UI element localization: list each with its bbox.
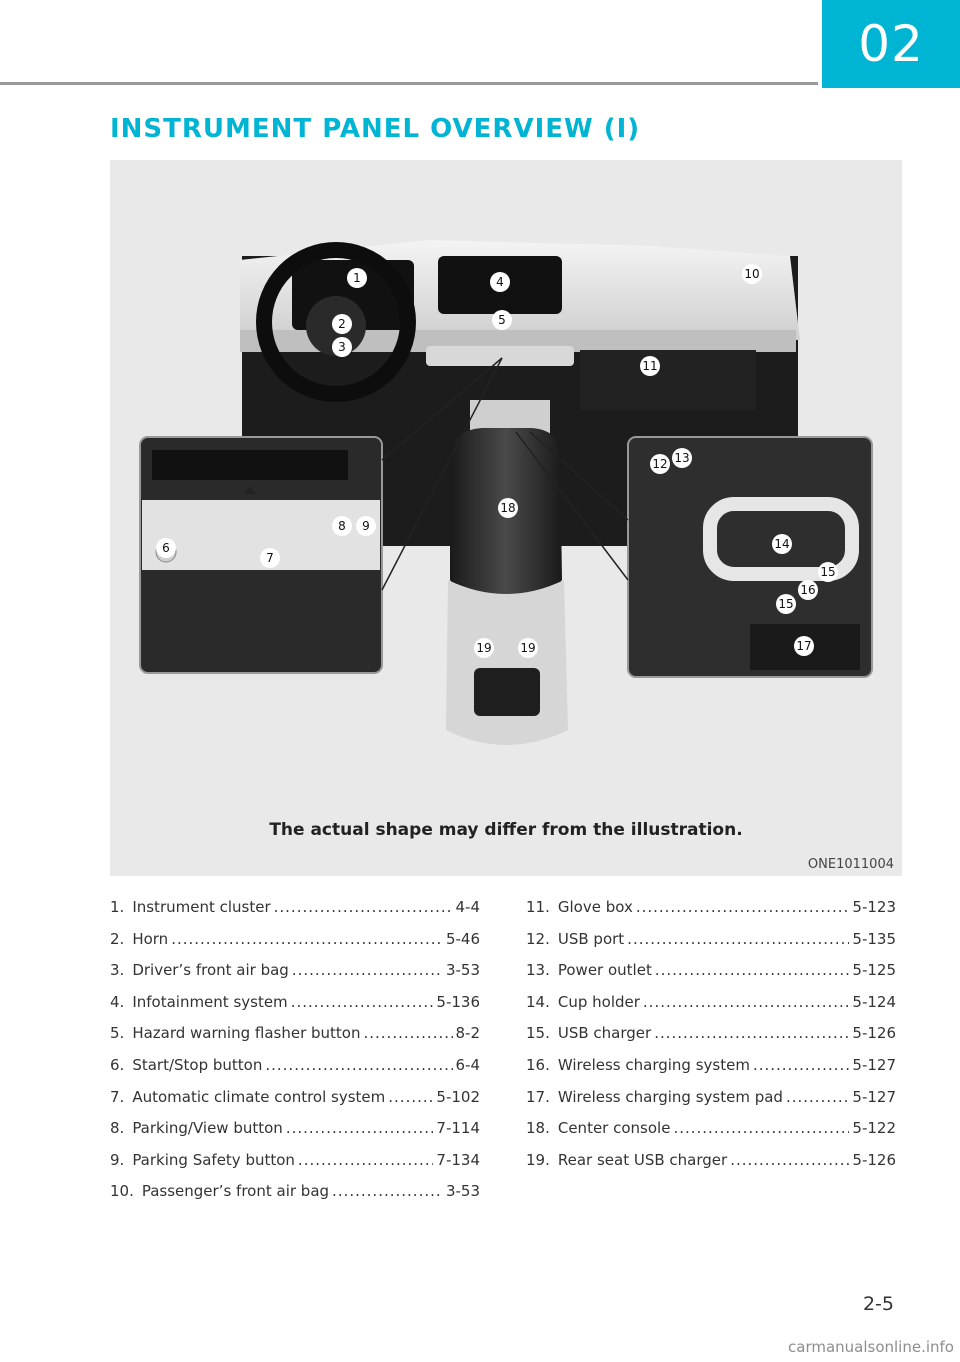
- toc-num: 18.: [526, 1119, 550, 1138]
- toc-num: 4.: [110, 992, 125, 1011]
- watermark: carmanualsonline.info: [788, 1338, 954, 1356]
- header-rule: [0, 82, 818, 85]
- toc-item: [526, 1151, 896, 1183]
- toc-page: 3-53: [445, 1182, 480, 1201]
- toc-item: [526, 1024, 896, 1056]
- glove-box: [580, 350, 756, 410]
- toc-page: 5-126: [852, 1024, 896, 1043]
- toc-leader: [786, 1088, 849, 1106]
- svg-text:6: 6: [162, 541, 170, 555]
- toc-label: Wireless charging system: [557, 1055, 750, 1074]
- toc-item: [526, 1056, 896, 1088]
- svg-text:3: 3: [338, 340, 346, 354]
- svg-text:14: 14: [774, 537, 790, 551]
- toc-num: 5.: [110, 1024, 125, 1043]
- toc-page: 5-123: [852, 898, 896, 916]
- chapter-tab: 02: [822, 0, 960, 88]
- toc-item: [110, 898, 480, 930]
- toc-label: Parking Safety button: [132, 1150, 295, 1169]
- callout-15b: [776, 594, 796, 614]
- toc-leader: [292, 961, 443, 979]
- toc-item: [110, 1024, 480, 1056]
- callout-17: [794, 636, 814, 656]
- toc-page: 5-122: [852, 1119, 896, 1138]
- toc-label: Cup holder: [557, 992, 640, 1011]
- toc-num: 17.: [526, 1087, 550, 1106]
- toc-item: [110, 1119, 480, 1151]
- toc-label: Passenger’s front air bag: [141, 1182, 330, 1201]
- toc-leader: [627, 930, 849, 948]
- svg-text:13: 13: [674, 451, 690, 465]
- callout-1: [347, 268, 367, 288]
- toc-num: 13.: [526, 961, 550, 980]
- toc-item: [110, 1151, 480, 1183]
- toc-page: 5-127: [852, 1055, 896, 1074]
- toc-item: [526, 993, 896, 1025]
- toc-page: 7-114: [436, 1119, 480, 1138]
- toc-item: [526, 930, 896, 962]
- inset-screen: [152, 450, 348, 480]
- svg-text:19: 19: [476, 641, 492, 655]
- toc-num: 14.: [526, 992, 550, 1011]
- callout-5: [492, 310, 512, 330]
- svg-text:7: 7: [266, 551, 274, 565]
- svg-text:9: 9: [362, 519, 370, 533]
- toc-item: [526, 961, 896, 993]
- rear-usb-tray: [474, 668, 540, 716]
- svg-text:15: 15: [778, 597, 794, 611]
- svg-text:4: 4: [496, 275, 504, 289]
- toc-leader: [655, 961, 850, 979]
- svg-text:8: 8: [338, 519, 346, 533]
- figure-code: ONE1011004: [807, 857, 894, 872]
- toc-label: Power outlet: [557, 961, 652, 980]
- toc-num: 12.: [526, 929, 550, 948]
- callout-12: [650, 454, 670, 474]
- toc-page: 5-125: [852, 961, 896, 980]
- svg-text:10: 10: [744, 267, 760, 281]
- toc-leader: [636, 898, 850, 916]
- toc-leader: [274, 898, 453, 916]
- toc-item: [110, 930, 480, 962]
- toc-leader: [654, 1024, 849, 1042]
- toc-num: 15.: [526, 1024, 550, 1043]
- toc-num: 10.: [110, 1182, 134, 1201]
- toc-page: 6-4: [455, 1055, 480, 1074]
- toc-label: Glove box: [557, 898, 633, 916]
- toc-page: 7-134: [436, 1150, 480, 1169]
- callout-8: [332, 516, 352, 536]
- toc-item: [526, 898, 896, 930]
- toc-label: Parking/View button: [132, 1119, 283, 1138]
- section-title: INSTRUMENT PANEL OVERVIEW (I): [110, 114, 641, 144]
- toc-page: 5-46: [445, 929, 480, 948]
- callout-2: [332, 314, 352, 334]
- toc-num: 19.: [526, 1150, 550, 1169]
- toc-right-column: [526, 898, 896, 1182]
- toc-item: [110, 993, 480, 1025]
- toc-label: Hazard warning flasher button: [132, 1024, 361, 1043]
- toc-num: 11.: [526, 898, 550, 916]
- callout-16: [798, 580, 818, 600]
- callout-3: [332, 337, 352, 357]
- toc-leader: [673, 1119, 849, 1137]
- callout-19b: [518, 638, 538, 658]
- svg-text:19: 19: [520, 641, 536, 655]
- toc-label: Start/Stop button: [132, 1055, 263, 1074]
- toc-page: 3-53: [445, 961, 480, 980]
- toc-leader: [291, 993, 434, 1011]
- toc-page: 5-102: [436, 1087, 480, 1106]
- toc-page: 5-124: [852, 992, 896, 1011]
- toc-leader: [332, 1182, 443, 1200]
- toc-item: [110, 1056, 480, 1088]
- callout-10: [742, 264, 762, 284]
- callout-14: [772, 534, 792, 554]
- svg-text:1: 1: [353, 271, 361, 285]
- toc-num: 1.: [110, 898, 125, 916]
- toc-label: Horn: [132, 929, 169, 948]
- toc-item: [110, 1182, 480, 1214]
- toc-leader: [171, 930, 443, 948]
- svg-text:5: 5: [498, 313, 506, 327]
- toc-leader: [730, 1151, 849, 1169]
- illustration-drawing: [110, 160, 902, 876]
- callout-11: [640, 356, 660, 376]
- callout-9: [356, 516, 376, 536]
- toc-label: USB charger: [557, 1024, 652, 1043]
- toc-label: Driver’s front air bag: [132, 961, 289, 980]
- toc-leader: [286, 1119, 434, 1137]
- toc-item: [110, 961, 480, 993]
- callout-4: [490, 272, 510, 292]
- toc-num: 6.: [110, 1055, 125, 1074]
- figure-caption: The actual shape may differ from the illustration.: [269, 820, 743, 840]
- toc-num: 3.: [110, 961, 125, 980]
- callout-13: [672, 448, 692, 468]
- toc-item: [110, 1088, 480, 1120]
- toc-left-column: [110, 898, 480, 1214]
- toc-page: 5-126: [852, 1150, 896, 1169]
- toc-page: 5-127: [852, 1087, 896, 1106]
- page-number: 2-5: [862, 1293, 894, 1315]
- callout-15a: [818, 562, 838, 582]
- toc-label: Infotainment system: [132, 992, 288, 1011]
- callout-7: [260, 548, 280, 568]
- instrument-panel-illustration: [110, 160, 902, 876]
- toc-label: Wireless charging system pad: [557, 1087, 783, 1106]
- toc-item: [526, 1088, 896, 1120]
- toc-label: Rear seat USB charger: [557, 1150, 728, 1169]
- callout-18: [498, 498, 518, 518]
- toc-leader: [363, 1024, 452, 1042]
- toc-label: Center console: [557, 1119, 671, 1138]
- toc-num: 7.: [110, 1087, 125, 1106]
- svg-text:16: 16: [800, 583, 816, 597]
- toc-leader: [265, 1056, 452, 1074]
- callout-19a: [474, 638, 494, 658]
- svg-text:15: 15: [820, 565, 836, 579]
- svg-text:12: 12: [652, 457, 668, 471]
- toc-leader: [388, 1088, 433, 1106]
- toc-label: Automatic climate control system: [132, 1087, 386, 1106]
- svg-text:18: 18: [500, 501, 516, 515]
- toc-num: 9.: [110, 1150, 125, 1169]
- toc-page: 8-2: [455, 1024, 480, 1043]
- toc-page: 5-135: [852, 929, 896, 948]
- toc-label: Instrument cluster: [132, 898, 271, 916]
- toc-item: [526, 1119, 896, 1151]
- toc-leader: [753, 1056, 849, 1074]
- toc-num: 8.: [110, 1119, 125, 1138]
- toc-label: USB port: [557, 929, 625, 948]
- callout-6: [156, 538, 176, 558]
- toc-leader: [643, 993, 850, 1011]
- toc-page: 5-136: [436, 992, 480, 1011]
- console-lower: [446, 580, 568, 745]
- svg-text:17: 17: [796, 639, 812, 653]
- toc-num: 16.: [526, 1055, 550, 1074]
- toc-page: 4-4: [455, 898, 480, 916]
- toc-leader: [298, 1151, 433, 1169]
- svg-text:11: 11: [642, 359, 658, 373]
- svg-text:2: 2: [338, 317, 346, 331]
- toc-num: 2.: [110, 929, 125, 948]
